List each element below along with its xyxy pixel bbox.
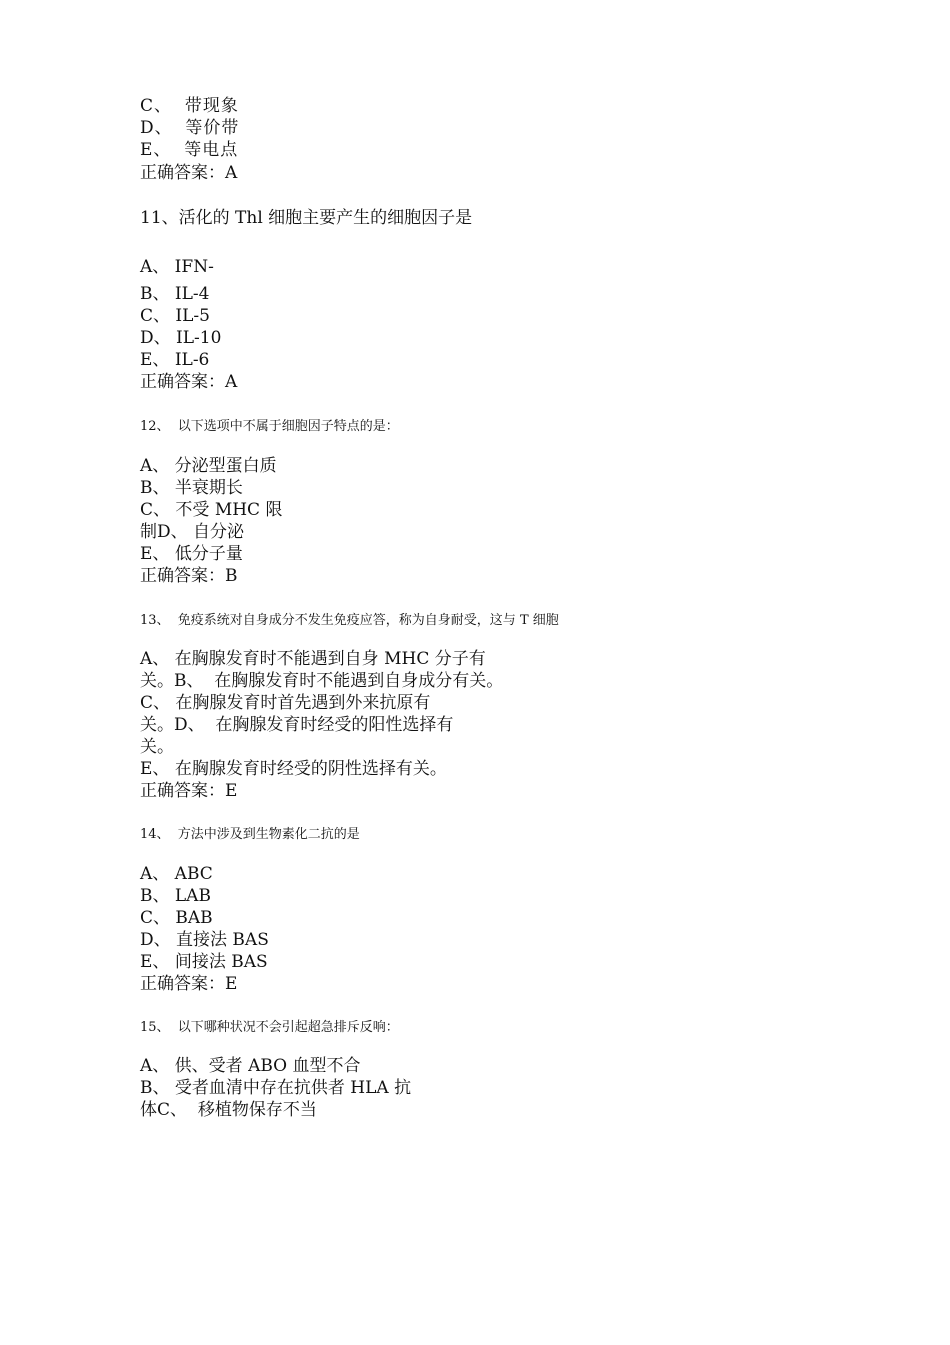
q13-option-b: 关。B、 在胸腺发育时不能遇到自身成分有关。 xyxy=(140,671,504,691)
q13-answer: 正确答案：E xyxy=(140,781,238,801)
q12-option-e: E、 低分子量 xyxy=(140,544,243,564)
q14-option-b: B、 LAB xyxy=(140,886,211,906)
q13-stem: 13、 免疫系统对自身成分不发生免疫应答，称为自身耐受，这与 T 细胞 xyxy=(140,613,559,628)
q15-stem: 15、 以下哪种状况不会引起超急排斥反响： xyxy=(140,1020,399,1035)
q11-option-d: D、 IL-10 xyxy=(140,328,222,348)
q15-option-c: 体C、 移植物保存不当 xyxy=(140,1100,317,1120)
q14-option-c: C、 BAB xyxy=(140,908,213,928)
q13-option-c: C、 在胸腺发育时首先遇到外来抗原有 xyxy=(140,693,431,713)
q15-option-a: A、 供、受者 ABO 血型不合 xyxy=(140,1056,361,1076)
q13-option-d: 关。D、 在胸腺发育时经受的阳性选择有 xyxy=(140,715,454,735)
q11-option-c: C、 IL-5 xyxy=(140,306,210,326)
q14-option-d: D、 直接法 BAS xyxy=(140,930,269,950)
q14-stem: 14、 方法中涉及到生物素化二抗的是 xyxy=(140,827,360,842)
q13-option-a: A、 在胸腺发育时不能遇到自身 MHC 分子有 xyxy=(140,649,486,669)
q13-option-d-continued: 关。 xyxy=(140,737,174,757)
q12-option-d: 制D、 自分泌 xyxy=(140,522,245,542)
q14-answer: 正确答案：E xyxy=(140,974,238,994)
q10-option-c: C、 带现象 xyxy=(140,96,239,116)
q12-option-c: C、 不受 MHC 限 xyxy=(140,500,283,520)
q11-option-a: A、 IFN- xyxy=(140,257,214,277)
q12-stem: 12、 以下选项中不属于细胞因子特点的是： xyxy=(140,419,399,434)
q10-option-d: D、 等价带 xyxy=(140,118,240,138)
q14-option-e: E、 间接法 BAS xyxy=(140,952,268,972)
q12-option-a: A、 分泌型蛋白质 xyxy=(140,456,277,476)
q11-stem: 11、活化的 Thl 细胞主要产生的细胞因子是 xyxy=(140,208,473,228)
q15-option-b: B、 受者血清中存在抗供者 HLA 抗 xyxy=(140,1078,412,1098)
q10-option-e: E、 等电点 xyxy=(140,140,239,160)
q13-option-e: E、 在胸腺发育时经受的阴性选择有关。 xyxy=(140,759,447,779)
q11-answer: 正确答案：A xyxy=(140,372,238,392)
q10-answer: 正确答案：A xyxy=(140,163,238,183)
q12-option-b: B、 半衰期长 xyxy=(140,478,243,498)
q14-option-a: A、 ABC xyxy=(140,864,213,884)
q11-option-b: B、 IL-4 xyxy=(140,284,210,304)
q12-answer: 正确答案：B xyxy=(140,566,238,586)
q11-option-e: E、 IL-6 xyxy=(140,350,210,370)
